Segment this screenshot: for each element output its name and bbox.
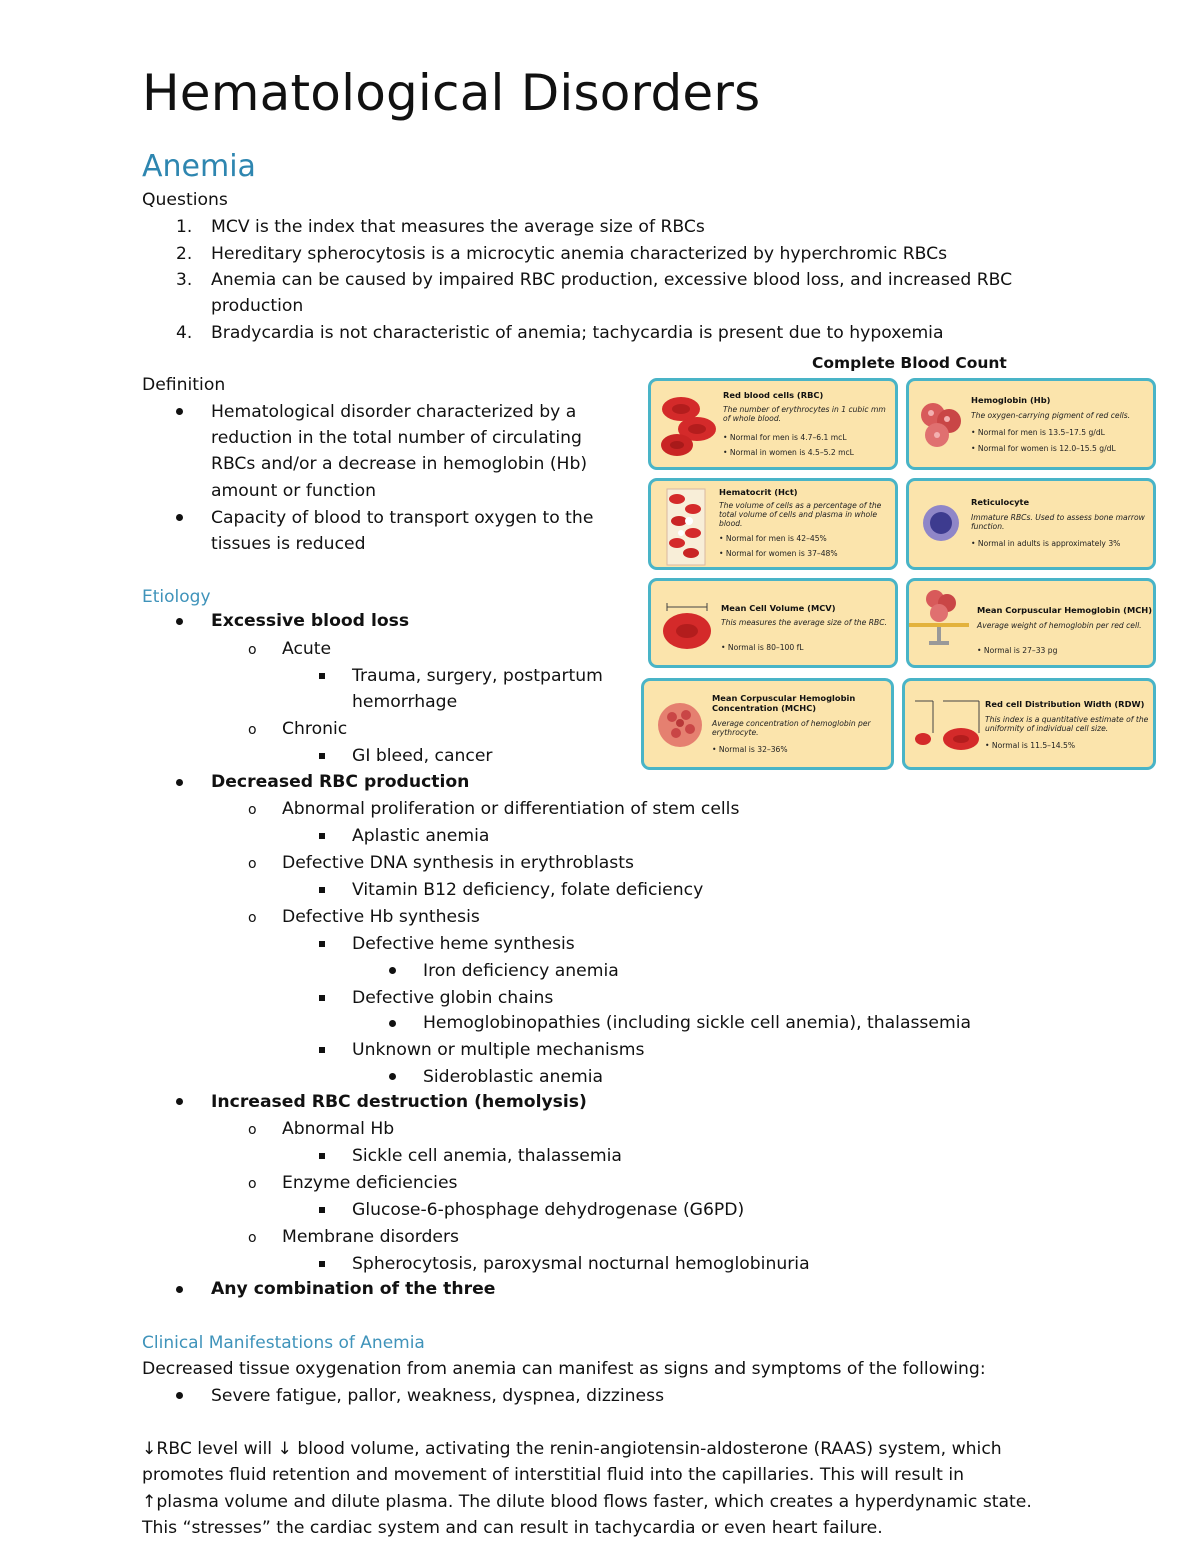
mcv-cell-icon bbox=[659, 597, 715, 653]
card-description: This measures the average size of the RBC. bbox=[721, 618, 887, 627]
card-rdw bbox=[902, 678, 1156, 770]
card-title: Mean Corpuscular Hemoglobin Concentration (MCHC) bbox=[712, 693, 856, 713]
etiology-detail: Sickle cell anemia, thalassemia bbox=[352, 1146, 622, 1166]
clinical-intro: Decreased tissue oxygenation from anemia can manifest as signs and symptoms of the following: bbox=[142, 1359, 986, 1379]
figure-title: Complete Blood Count bbox=[812, 354, 1007, 372]
square-bullet-icon bbox=[319, 887, 325, 893]
list-item: MCV is the index that measures the average size of RBCs bbox=[211, 217, 705, 237]
etiology-detail: Glucose-6-phosphage dehydrogenase (G6PD) bbox=[352, 1200, 745, 1220]
bullet-icon bbox=[176, 1098, 183, 1105]
card-title: Mean Corpuscular Hemoglobin (MCH) bbox=[977, 605, 1153, 615]
card-description: Average concentration of hemoglobin per erythrocyte. bbox=[712, 719, 871, 737]
card-normal-range: • Normal for men is 4.7–6.1 mcL bbox=[723, 433, 847, 442]
bullet-icon bbox=[176, 514, 183, 521]
square-bullet-icon bbox=[319, 753, 325, 759]
etiology-detail: GI bleed, cancer bbox=[352, 746, 493, 766]
circle-bullet-icon: o bbox=[248, 1176, 257, 1192]
etiology-item: Defective DNA synthesis in erythroblasts bbox=[282, 853, 634, 873]
questions-label: Questions bbox=[142, 190, 228, 210]
bullet-icon bbox=[176, 1286, 183, 1293]
etiology-detail: Spherocytosis, paroxysmal nocturnal hemoglobinuria bbox=[352, 1254, 810, 1274]
etiology-detail: Defective globin chains bbox=[352, 988, 554, 1008]
etiology-category: Decreased RBC production bbox=[211, 772, 470, 792]
bullet-icon bbox=[176, 408, 183, 415]
card-title: Mean Cell Volume (MCV) bbox=[721, 603, 836, 613]
square-bullet-icon bbox=[319, 833, 325, 839]
square-bullet-icon bbox=[319, 1207, 325, 1213]
square-bullet-icon bbox=[319, 1153, 325, 1159]
card-normal-range: • Normal for men is 42–45% bbox=[719, 534, 827, 543]
clinical-heading: Clinical Manifestations of Anemia bbox=[142, 1333, 425, 1353]
card-normal-range: • Normal in adults is approximately 3% bbox=[971, 539, 1121, 548]
list-number: 4. bbox=[176, 323, 193, 343]
card-title: Hematocrit (Hct) bbox=[719, 487, 798, 497]
card-normal-range: • Normal for men is 13.5–17.5 g/dL bbox=[971, 428, 1105, 437]
etiology-item: Abnormal Hb bbox=[282, 1119, 395, 1139]
card-rbc bbox=[648, 378, 898, 470]
definition-text: tissues is reduced bbox=[211, 534, 366, 554]
page-title: Hematological Disorders bbox=[142, 64, 761, 122]
card-normal-range: • Normal for women is 37–48% bbox=[719, 549, 838, 558]
bullet-icon bbox=[389, 1020, 396, 1027]
etiology-item: Membrane disorders bbox=[282, 1227, 460, 1247]
card-title: Hemoglobin (Hb) bbox=[971, 395, 1051, 405]
etiology-item: Chronic bbox=[282, 719, 348, 739]
bullet-icon bbox=[176, 618, 183, 625]
definition-label: Definition bbox=[142, 375, 226, 395]
square-bullet-icon bbox=[319, 995, 325, 1001]
etiology-item: Enzyme deficiencies bbox=[282, 1173, 458, 1193]
bullet-icon bbox=[176, 1392, 183, 1399]
rdw-cells-icon bbox=[909, 693, 983, 757]
card-description: The oxygen-carrying pigment of red cells. bbox=[971, 411, 1131, 420]
definition-text: reduction in the total number of circulating bbox=[211, 428, 582, 448]
square-bullet-icon bbox=[319, 1047, 325, 1053]
circle-bullet-icon: o bbox=[248, 722, 257, 738]
clinical-paragraph-line: This “stresses” the cardiac system and can result in tachycardia or even heart failure. bbox=[142, 1518, 883, 1538]
etiology-detail: Trauma, surgery, postpartum bbox=[352, 666, 603, 686]
list-number: 2. bbox=[176, 244, 193, 264]
square-bullet-icon bbox=[319, 941, 325, 947]
card-description: The number of erythrocytes in 1 cubic mm of whole blood. bbox=[723, 405, 886, 423]
hemoglobin-molecule-icon bbox=[917, 399, 965, 451]
mchc-cell-icon bbox=[654, 699, 706, 751]
card-description: Immature RBCs. Used to assess bone marrow function. bbox=[971, 513, 1145, 531]
bullet-icon bbox=[389, 1073, 396, 1080]
etiology-category: Increased RBC destruction (hemolysis) bbox=[211, 1092, 587, 1112]
card-hemoglobin bbox=[906, 378, 1156, 470]
card-description: Average weight of hemoglobin per red cell. bbox=[977, 621, 1142, 630]
bullet-icon bbox=[389, 967, 396, 974]
etiology-item: Defective Hb synthesis bbox=[282, 907, 480, 927]
circle-bullet-icon: o bbox=[248, 856, 257, 872]
clinical-paragraph-line: ↑plasma volume and dilute plasma. The dilute blood flows faster, which creates a hyperdynamic state. bbox=[142, 1492, 1032, 1512]
bullet-icon bbox=[176, 779, 183, 786]
circle-bullet-icon: o bbox=[248, 642, 257, 658]
circle-bullet-icon: o bbox=[248, 1230, 257, 1246]
definition-text: amount or function bbox=[211, 481, 377, 501]
card-reticulocyte bbox=[906, 478, 1156, 570]
etiology-detail: Unknown or multiple mechanisms bbox=[352, 1040, 645, 1060]
card-mcv bbox=[648, 578, 898, 668]
definition-text: Hematological disorder characterized by a bbox=[211, 402, 577, 422]
list-number: 1. bbox=[176, 217, 193, 237]
square-bullet-icon bbox=[319, 1261, 325, 1267]
reticulocyte-cell-icon bbox=[919, 501, 963, 545]
circle-bullet-icon: o bbox=[248, 1122, 257, 1138]
etiology-item: Acute bbox=[282, 639, 332, 659]
etiology-category: Excessive blood loss bbox=[211, 611, 410, 631]
card-normal-range: • Normal is 80–100 fL bbox=[721, 643, 804, 652]
etiology-detail: Sideroblastic anemia bbox=[423, 1067, 604, 1087]
card-title: Reticulocyte bbox=[971, 497, 1030, 507]
square-bullet-icon bbox=[319, 673, 325, 679]
clinical-paragraph-line: ↓RBC level will ↓ blood volume, activating the renin-angiotensin-aldosterone (RAAS) system, which bbox=[142, 1439, 1002, 1459]
etiology-detail: Hemoglobinopathies (including sickle cell anemia), thalassemia bbox=[423, 1013, 972, 1033]
etiology-detail: Vitamin B12 deficiency, folate deficiency bbox=[352, 880, 704, 900]
card-normal-range: • Normal in women is 4.5–5.2 mcL bbox=[723, 448, 854, 457]
clinical-paragraph-line: promotes fluid retention and movement of interstitial fluid into the capillaries. This will result in bbox=[142, 1465, 965, 1485]
scale-hemoglobin-icon bbox=[909, 585, 971, 649]
card-description: This index is a quantitative estimate of the uniformity of individual cell size. bbox=[985, 715, 1149, 733]
etiology-category: Any combination of the three bbox=[211, 1279, 496, 1299]
hematocrit-tube-icon bbox=[663, 487, 709, 567]
card-mch bbox=[906, 578, 1156, 668]
etiology-heading: Etiology bbox=[142, 587, 211, 607]
circle-bullet-icon: o bbox=[248, 802, 257, 818]
list-number: 3. bbox=[176, 270, 193, 290]
card-normal-range: • Normal is 11.5–14.5% bbox=[985, 741, 1076, 750]
card-hematocrit bbox=[648, 478, 898, 570]
etiology-detail: Iron deficiency anemia bbox=[423, 961, 619, 981]
card-normal-range: • Normal is 27–33 pg bbox=[977, 646, 1058, 655]
definition-text: RBCs and/or a decrease in hemoglobin (Hb) bbox=[211, 454, 588, 474]
red-blood-cells-icon bbox=[657, 389, 719, 461]
card-title: Red cell Distribution Width (RDW) bbox=[985, 699, 1145, 709]
etiology-detail: Aplastic anemia bbox=[352, 826, 490, 846]
etiology-detail: Defective heme synthesis bbox=[352, 934, 575, 954]
definition-text: Capacity of blood to transport oxygen to the bbox=[211, 508, 594, 528]
etiology-detail: hemorrhage bbox=[352, 692, 458, 712]
list-item: Bradycardia is not characteristic of anemia; tachycardia is present due to hypoxemia bbox=[211, 323, 944, 343]
card-title: Red blood cells (RBC) bbox=[723, 390, 824, 400]
list-item: Anemia can be caused by impaired RBC production, excessive blood loss, and increased RBC bbox=[211, 270, 1013, 290]
section-heading-anemia: Anemia bbox=[142, 149, 256, 184]
clinical-bullet: Severe fatigue, pallor, weakness, dyspnea, dizziness bbox=[211, 1386, 665, 1406]
circle-bullet-icon: o bbox=[248, 910, 257, 926]
card-description: The volume of cells as a percentage of the total volume of cells and plasma in whole blood. bbox=[719, 501, 882, 528]
card-normal-range: • Normal for women is 12.0–15.5 g/dL bbox=[971, 444, 1116, 453]
card-mchc bbox=[641, 678, 894, 770]
card-normal-range: • Normal is 32–36% bbox=[712, 745, 788, 754]
list-item: Hereditary spherocytosis is a microcytic anemia characterized by hyperchromic RBCs bbox=[211, 244, 948, 264]
etiology-item: Abnormal proliferation or differentiation of stem cells bbox=[282, 799, 740, 819]
list-item-continuation: production bbox=[211, 296, 304, 316]
